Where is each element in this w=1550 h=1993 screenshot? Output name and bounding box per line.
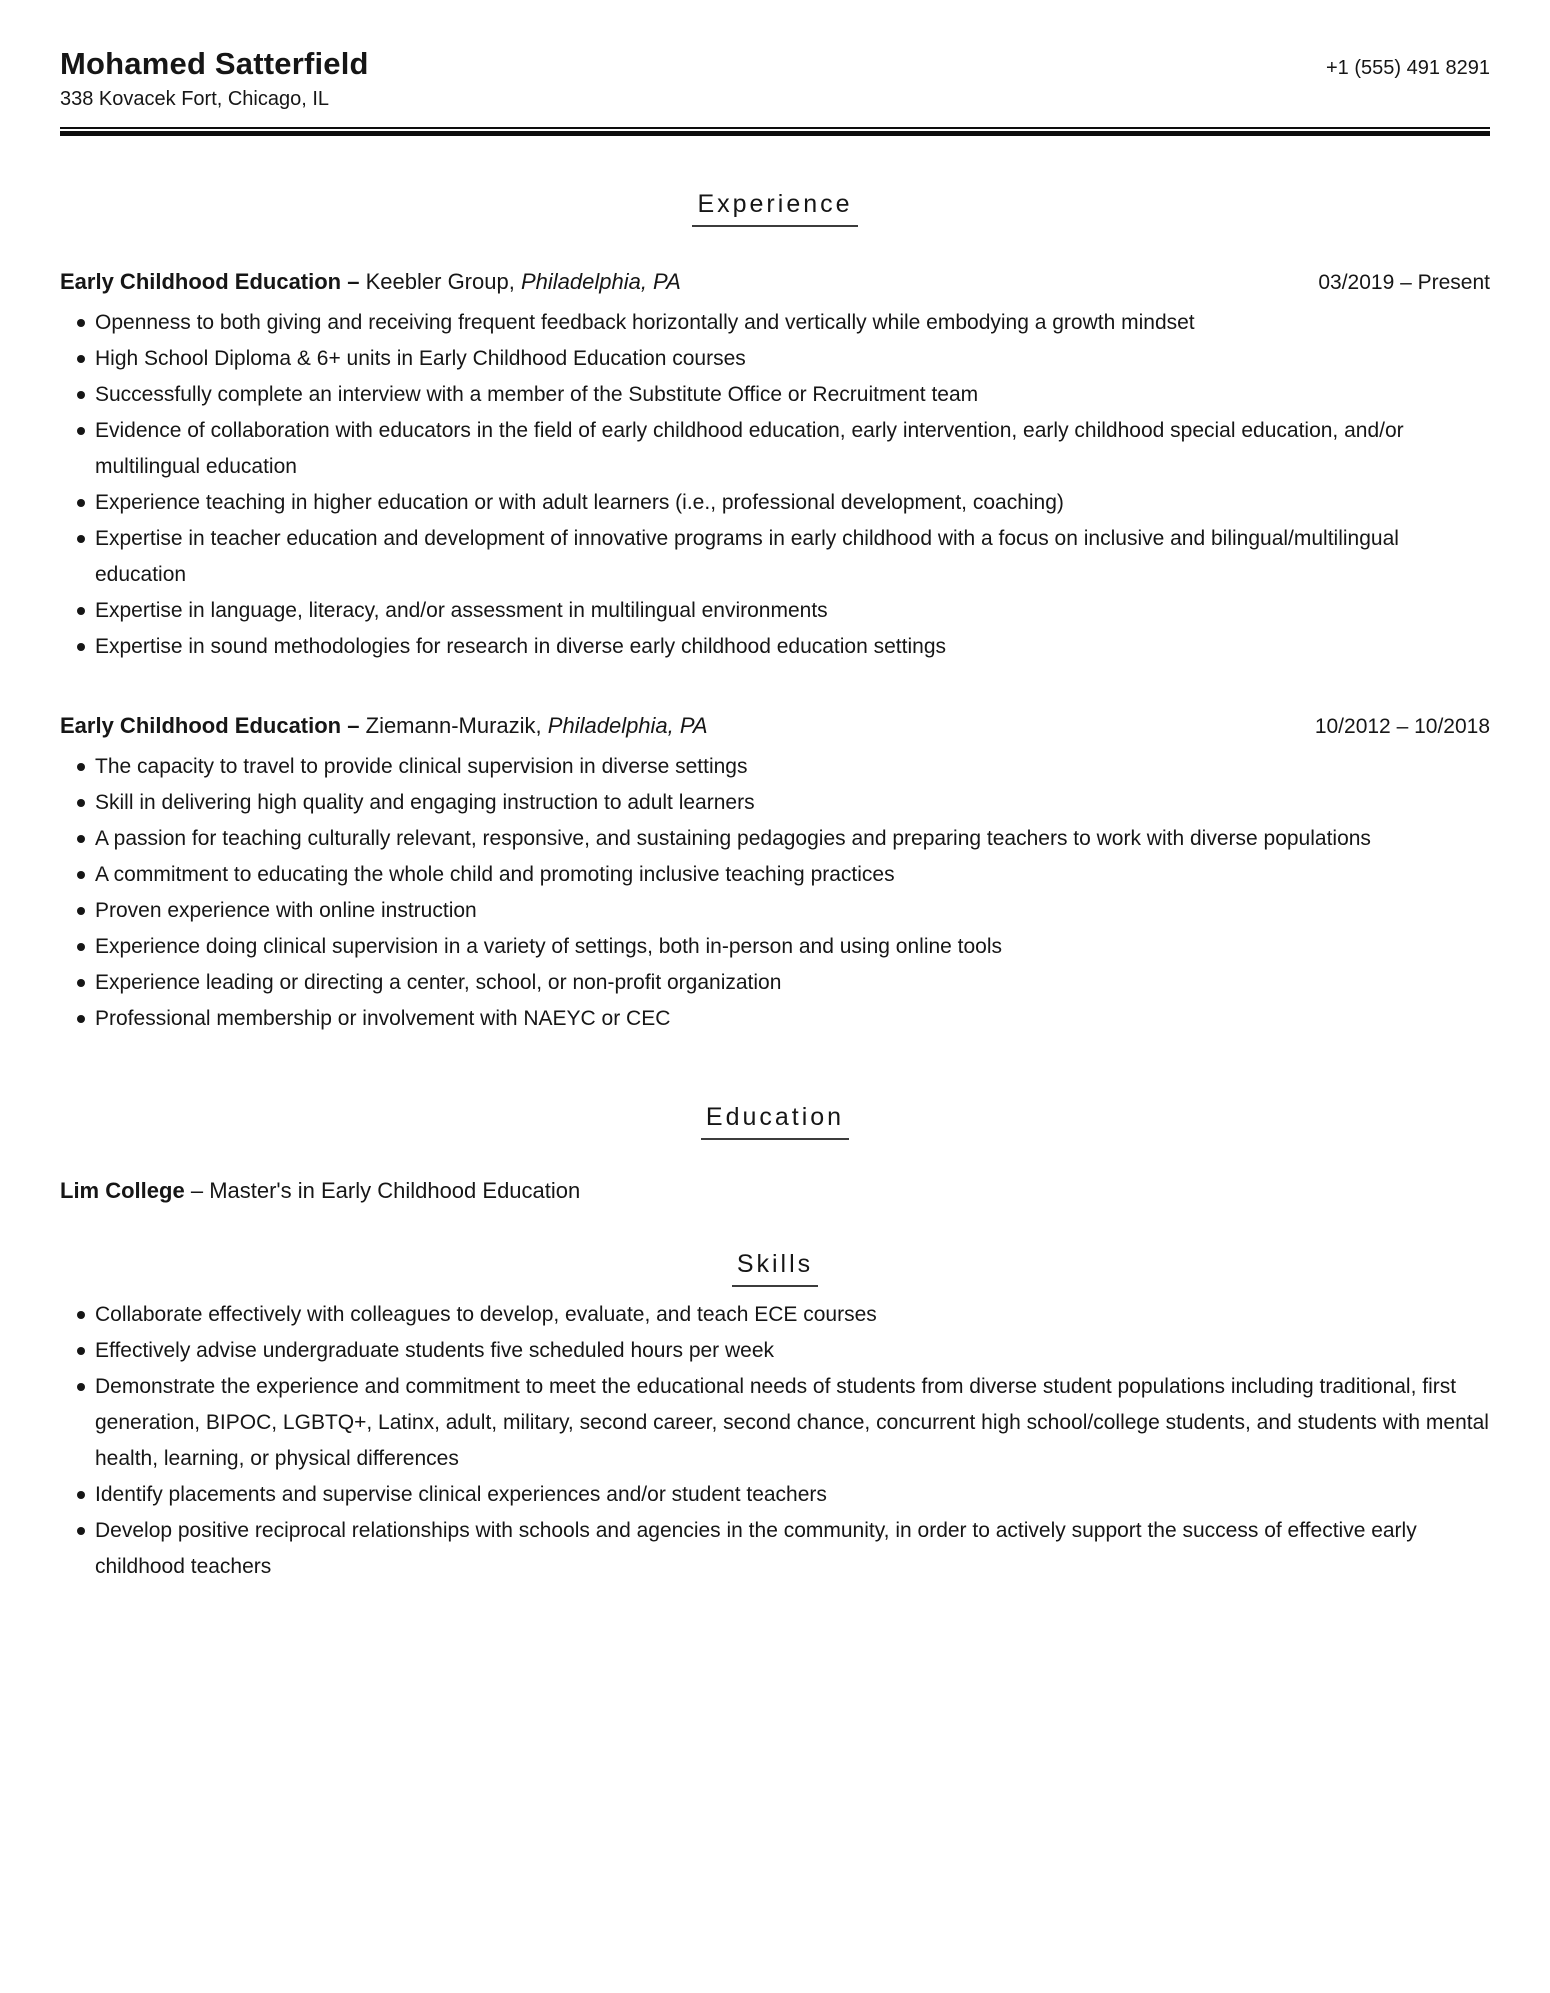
education-section-title: Education	[701, 1103, 849, 1140]
bullet-item: Effectively advise undergraduate students five scheduled hours per week	[60, 1333, 1490, 1369]
job-title-line	[60, 269, 681, 295]
bullet-item: Identify placements and supervise clinical experiences and/or student teachers	[60, 1477, 1490, 1513]
bullet-item: Successfully complete an interview with a member of the Substitute Office or Recruitment team	[60, 377, 1490, 413]
job-role: Early Childhood Education	[60, 269, 342, 294]
person-name: Mohamed Satterfield	[60, 46, 369, 81]
bullet-item: Experience doing clinical supervision in a variety of settings, both in-person and using online tools	[60, 929, 1490, 965]
job-company: Keebler Group,	[365, 269, 515, 294]
job-entry-ziemann	[60, 713, 1490, 1037]
bullet-item: Experience leading or directing a center, school, or non-profit organization	[60, 965, 1490, 1001]
bullet-item: A passion for teaching culturally relevant, responsive, and sustaining pedagogies and preparing teachers to work with diverse populations	[60, 821, 1490, 857]
bullet-item: Professional membership or involvement with NAEYC or CEC	[60, 1001, 1490, 1037]
job-separator: –	[347, 713, 360, 738]
header-identity	[60, 46, 369, 111]
header-divider	[60, 127, 1490, 136]
bullet-item: Skill in delivering high quality and engaging instruction to adult learners	[60, 785, 1490, 821]
job-bullet-list	[60, 305, 1490, 665]
bullet-item: Proven experience with online instruction	[60, 893, 1490, 929]
bullet-item: Expertise in language, literacy, and/or assessment in multilingual environments	[60, 593, 1490, 629]
bullet-item: High School Diploma & 6+ units in Early Childhood Education courses	[60, 341, 1490, 377]
job-header	[60, 713, 1490, 739]
education-separator: –	[190, 1178, 204, 1203]
job-separator: –	[347, 269, 360, 294]
job-title-line	[60, 713, 708, 739]
job-location: Philadelphia, PA	[547, 713, 708, 738]
bullet-item: Expertise in sound methodologies for research in diverse early childhood education settings	[60, 629, 1490, 665]
skills-bullet-list	[60, 1297, 1490, 1585]
bullet-item: Collaborate effectively with colleagues to develop, evaluate, and teach ECE courses	[60, 1297, 1490, 1333]
header-divider-bar	[60, 131, 1490, 136]
bullet-item: Develop positive reciprocal relationships with schools and agencies in the community, in order to actively support the success of effective early childhood teachers	[60, 1513, 1490, 1585]
bullet-item: Experience teaching in higher education or with adult learners (i.e., professional development, coaching)	[60, 485, 1490, 521]
job-bullet-list	[60, 749, 1490, 1037]
skills-section-heading-wrap	[60, 1250, 1490, 1287]
person-address: 338 Kovacek Fort, Chicago, IL	[60, 88, 330, 110]
education-section-heading-wrap	[60, 1103, 1490, 1140]
job-company: Ziemann-Murazik,	[365, 713, 542, 738]
job-location: Philadelphia, PA	[520, 269, 681, 294]
education-entry	[60, 1178, 1490, 1204]
bullet-item: A commitment to educating the whole child and promoting inclusive teaching practices	[60, 857, 1490, 893]
education-school: Lim College	[60, 1178, 185, 1203]
job-dates: 03/2019 – Present	[1318, 271, 1490, 294]
bullet-item: The capacity to travel to provide clinical supervision in diverse settings	[60, 749, 1490, 785]
experience-section-title: Experience	[692, 190, 857, 227]
bullet-item: Expertise in teacher education and development of innovative programs in early childhood with a focus on inclusive and bilingual/multilingual education	[60, 521, 1490, 593]
bullet-item: Demonstrate the experience and commitment to meet the educational needs of students from diverse student populations including traditional, first generation, BIPOC, LGBTQ+, Latinx, adult, military, second career, second chance, concurrent high school/college students, and students with mental health, learning, or physical differences	[60, 1369, 1490, 1477]
resume-header	[60, 46, 1490, 111]
job-header	[60, 269, 1490, 295]
bullet-item: Evidence of collaboration with educators in the field of early childhood education, early intervention, early childhood special education, and/or multilingual education	[60, 413, 1490, 485]
job-entry-keebler	[60, 269, 1490, 665]
education-degree: Master's in Early Childhood Education	[209, 1178, 581, 1203]
bullet-item: Openness to both giving and receiving frequent feedback horizontally and vertically while embodying a growth mindset	[60, 305, 1490, 341]
experience-section-heading-wrap	[60, 190, 1490, 227]
job-role: Early Childhood Education	[60, 713, 342, 738]
skills-section-title: Skills	[732, 1250, 818, 1287]
job-dates: 10/2012 – 10/2018	[1314, 715, 1490, 738]
person-phone: +1 (555) 491 8291	[1325, 57, 1490, 79]
